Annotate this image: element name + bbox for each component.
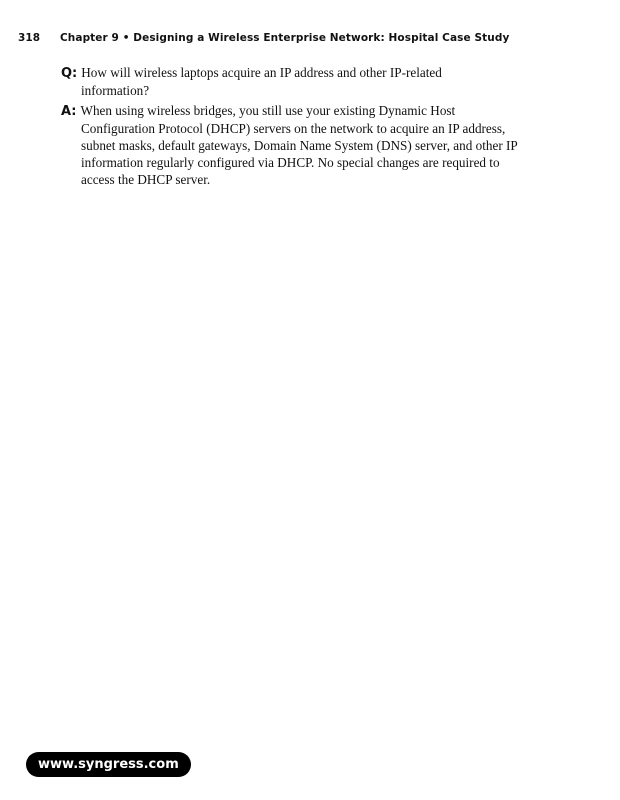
answer-marker: A: bbox=[61, 104, 77, 119]
publisher-url-badge: www.syngress.com bbox=[26, 752, 191, 777]
answer-line: information regularly configured via DHCP. No special changes are required to bbox=[81, 155, 500, 170]
question-line: information? bbox=[81, 83, 150, 98]
question-marker: Q: bbox=[61, 66, 78, 81]
answer-line: subnet masks, default gateways, Domain Name System (DNS) server, and other IP bbox=[81, 138, 518, 153]
question-line bbox=[61, 64, 561, 82]
chapter-title: Chapter 9 • Designing a Wireless Enterprise Network: Hospital Case Study bbox=[60, 32, 510, 44]
answer-text: When using wireless bridges, you still use your existing Dynamic Host bbox=[80, 103, 456, 118]
answer-line: access the DHCP server. bbox=[81, 172, 211, 187]
answer-line: Configuration Protocol (DHCP) servers on the network to acquire an IP address, bbox=[81, 121, 506, 136]
running-header bbox=[18, 32, 509, 44]
faq-question bbox=[61, 64, 561, 99]
answer-line bbox=[61, 102, 561, 120]
faq-answer bbox=[61, 102, 561, 188]
question-text: How will wireless laptops acquire an IP address and other IP-related bbox=[81, 65, 442, 80]
page-number: 318 bbox=[18, 32, 41, 44]
